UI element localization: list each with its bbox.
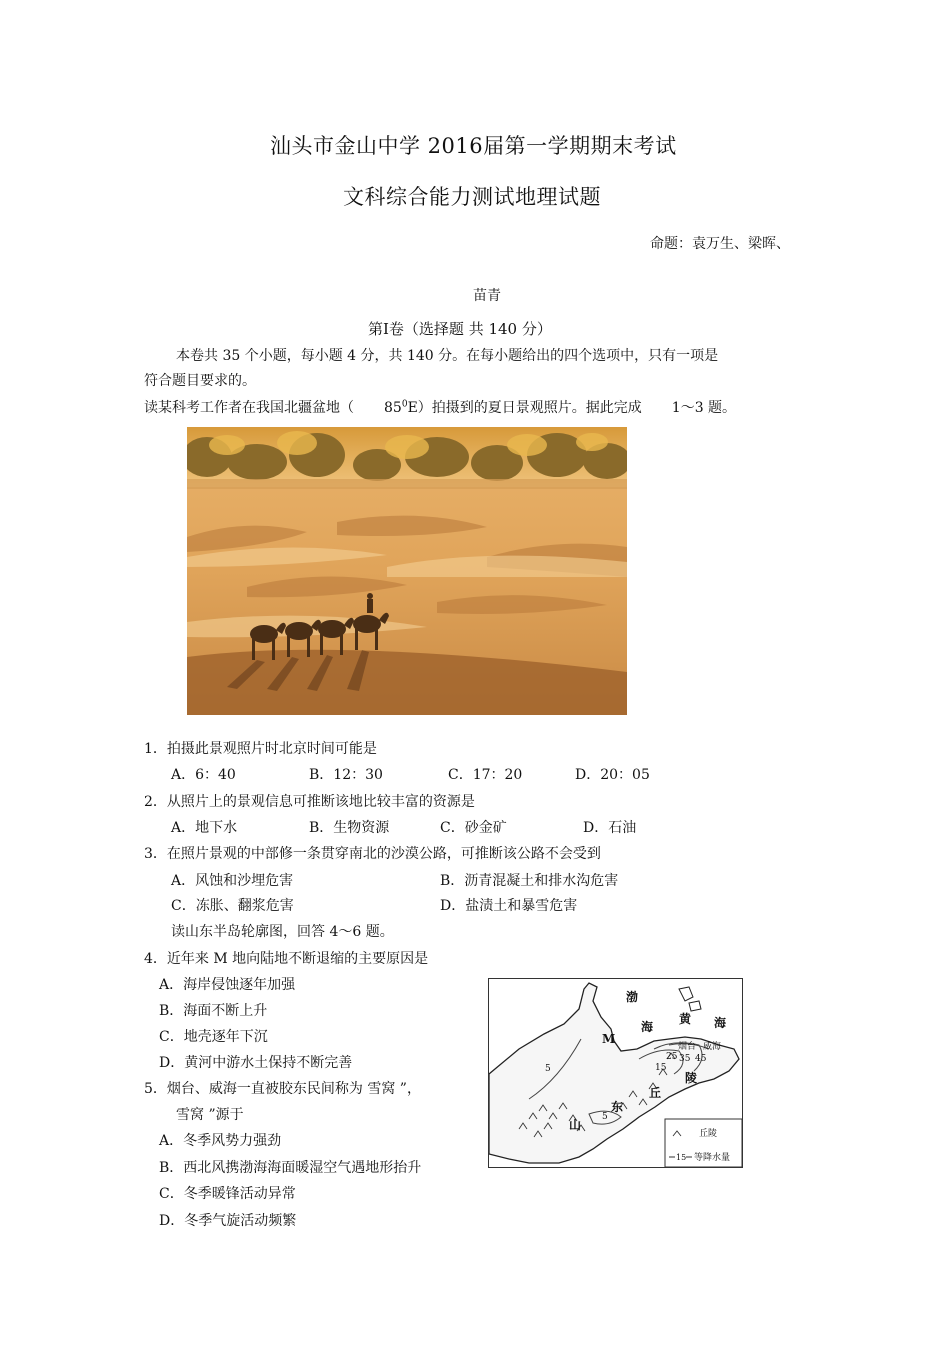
q4-option-a[interactable]: A．海岸侵蚀逐年加强 [159,977,296,993]
map-isoline-15: 15 [655,1063,667,1073]
passage2: 读山东半岛轮廓图，回答 4～6 题。 [171,924,394,940]
q5-option-b[interactable]: B．西北风携渤海海面暖湿空气遇地形抬升 [159,1160,422,1176]
map-label-hai1: 海 [641,1020,654,1034]
map-label-yantai: 烟台 [678,1042,697,1052]
passage1-degree-sup: 0 [401,399,408,410]
q3-option-a[interactable]: A．风蚀和沙埋危害 [171,873,294,889]
map-label-hai2: 海 [714,1016,727,1030]
passage1-post: E）拍摄到的夏日景观照片。据此完成 [407,400,642,416]
map-label-bo: 渤 [626,990,639,1004]
passage1-pre: 读某科考工作者在我国北疆盆地（ [144,400,354,416]
q2-option-d[interactable]: D．石油 [583,820,637,836]
map-label-huang: 黄 [679,1012,692,1026]
q1-option-d[interactable]: D．20：05 [575,767,650,783]
q1-stem: 1．拍摄此景观照片时北京时间可能是 [144,741,377,757]
map-label-shan: 山 [569,1118,582,1132]
q1-option-b[interactable]: B．12：30 [309,767,383,783]
map-isoline-5b: 5 [602,1112,608,1122]
map-isoline-35: 35 [679,1054,691,1064]
q4-option-d[interactable]: D．黄河中游水土保持不断完善 [159,1055,353,1071]
map-label-weihai: 威海 [703,1042,722,1052]
q5-stem-line1: 5．烟台、威海一直被胶东民间称为 雪窝 ”， [144,1081,421,1097]
q3-stem: 3．在照片景观的中部修一条贯穿南北的沙漠公路，可推断该公路不会受到 [144,846,601,862]
map-label-ling: 陵 [685,1071,698,1085]
map-isoline-5a: 5 [545,1064,551,1074]
section-heading: 第Ⅰ卷（选择题 共 140 分） [368,320,552,338]
q4-option-c[interactable]: C．地壳逐年下沉 [159,1029,268,1045]
q2-option-b[interactable]: B．生物资源 [309,820,390,836]
shandong-peninsula-map [488,978,743,1168]
instructions-line1: 本卷共 35 个小题，每小题 4 分，共 140 分。在每小题给出的四个选项中，只有一项是 [176,348,719,364]
map-label-dong: 东 [611,1100,624,1114]
q4-option-b[interactable]: B．海面不断上升 [159,1003,268,1019]
map-isoline-25: 25 [666,1052,678,1062]
q1-option-c[interactable]: C．17：20 [448,767,523,783]
instructions-line2: 符合题目要求的。 [144,373,256,389]
map-label-qiu: 丘 [649,1086,662,1100]
q5-stem-line2: 雪窝 ”源于 [176,1107,244,1123]
q3-option-c[interactable]: C．冻胀、翻浆危害 [171,898,294,914]
passage1-range: 1～3 题。 [671,400,737,416]
q4-stem: 4．近年来 M 地向陆地不断退缩的主要原因是 [144,951,429,967]
authors-line1: 命题：袁万生、梁晖、 [650,236,790,252]
legend-iso-value: 15 [676,1153,687,1162]
map-isoline-45: 45 [695,1054,707,1064]
authors-line2: 苗青 [473,288,501,304]
q2-stem: 2．从照片上的景观信息可推断该地比较丰富的资源是 [144,794,475,810]
q3-option-b[interactable]: B．沥青混凝土和排水沟危害 [440,873,619,889]
q1-option-a[interactable]: A．6：40 [171,767,236,783]
q3-option-d[interactable]: D．盐渍土和暴雪危害 [440,898,578,914]
exam-subtitle: 文科综合能力测试地理试题 [343,185,601,209]
passage1 [144,397,736,417]
q5-option-d[interactable]: D．冬季气旋活动频繁 [159,1213,297,1229]
legend-hills: 丘陵 [699,1129,718,1139]
exam-title: 汕头市金山中学 2016届第一学期期末考试 [270,134,677,158]
q5-option-c[interactable]: C．冬季暖锋活动异常 [159,1186,296,1202]
desert-camel-photo [187,427,627,715]
map-label-m: M [602,1032,616,1046]
passage1-degree: 85 [384,400,402,416]
q2-option-c[interactable]: C．砂金矿 [440,820,507,836]
q5-option-a[interactable]: A．冬季风势力强劲 [159,1133,282,1149]
legend-isoline: 等降水量 [694,1153,731,1163]
q2-option-a[interactable]: A．地下水 [171,820,238,836]
